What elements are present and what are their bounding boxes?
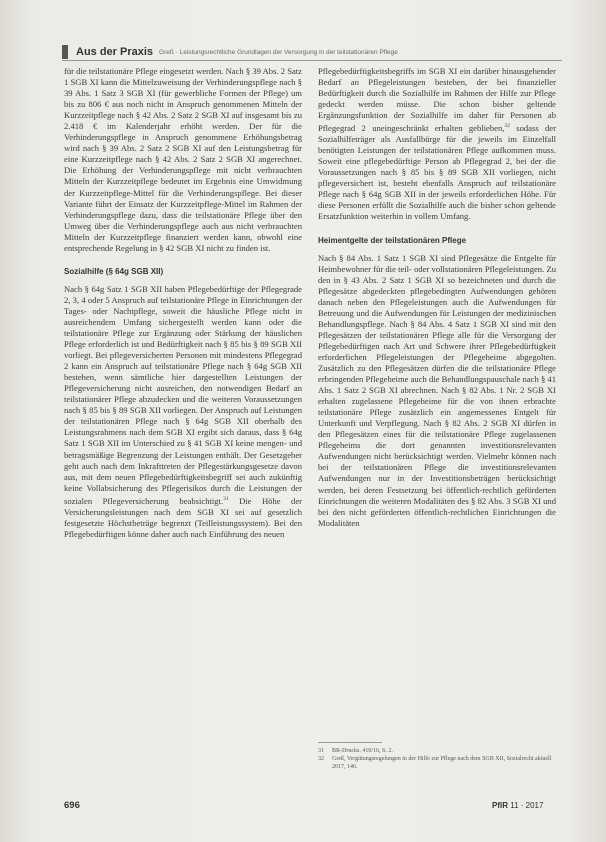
paragraph: Nach § 84 Abs. 1 Satz 1 SGB XI sind Pflegesätze die Entgelte für Heimbewohner für die teil- oder vollstationären Pflegeleistungen. Zu den in § 43 Abs. 2 Satz 1 SGB XI so bezeichneten und durch die Pflegesätze abgedeckten pflegebedingten Aufwendungen gehören danach neben den Pflegeleistungen auch die Aufwendungen für Betreuung und die Aufwendungen für Leistungen der medizinischen Behandlungspflege. Nach § 84 Abs. 4 Satz 1 SGB XI sind mit den Pflegesätzen der teilstationären Pflege alle für die Versorgung der Pflegebedürftigen nach Art und Schwere ihrer Pflegebedürftigkeit erforderlichen Pflegeleistungen der Pflegeheime abgegolten. Zusätzlich zu den Pflegesätzen dürfen die die teilstationäre Pflege erbringenden Pflegeheime auch die Behandlungspauschale nach § 41 Abs. 1 Satz 2 SGB XI abrechnen. Nach § 82 Abs. 1 Nr. 2 SGB XI erhalten zugelassene Pflegeheime für die von ihnen erbrachte teilstationäre Pflege zusätzlich ein angemessenes Entgelt für Unterkunft und Verpflegung. Nach § 82 Abs. 2 SGB XI dürfen in den Pflegesätzen eines für die teilstationäre Pflege zugelassenen Pflegeheims die dort genannten investitionsrelevanten Aufwendungen nicht berücksichtigt werden. Vielmehr können nach bei der teilstationären Pflege die investitionsrelevanten Aufwendungen nur in der Investitionsbeträgen berücksichtigt werden, bei deren Festsetzung bei öffentlich-rechtlich geförderten Einrichtungen die weiteren Modalitäten des § 82 Abs. 3 SGB XI und bei den nicht geförderten öffentlich-rechtlichen Einrichtungen die Modalitäten xyxy=(318,252,556,528)
header-subtitle: Greß · Leistungsrechtliche Grundlagen der Versorgung in der teilstationären Pflege xyxy=(159,48,398,56)
paragraph-text: Die Höhe der Versicherungsleistungen nach dem SGB XI sei auf gesetzlich festgesetzte Höchstbeträge begrenzt (Teilleistungssystem). Bei den Pflegebedürftigen könne daher auch nach Einführung des neuen xyxy=(64,495,303,539)
footnote-text: Greß, Vergütungsregelungen in der Hilfe zur Pflege nach dem SGB XII, Sozialrecht aktuell 2017, 146. xyxy=(332,756,552,770)
right-column xyxy=(318,66,556,529)
running-header xyxy=(62,44,562,60)
journal-name: PflR xyxy=(492,801,508,810)
paragraph-text: Nach § 64g Satz 1 SGB XII haben Pflegebedürftige der Pflegegrade 2, 3, 4 oder 5 Anspruch auf teilstationäre Pflege in Einrichtungen der Tages- oder Nachtpflege, soweit die häusliche Pflege nicht in ausreichendem Umfang sichergestellt werden kann oder die teilstationäre Pflege zur Ergänzung oder Stärkung der häuslichen Pflege erforderlich ist und Bedürftigkeit nach § 85 bis § 89 SGB XII vorliegt. Bei pflegeversicherten Personen mit mindestens Pflegegrad 2 kann ein Anspruch auf teilstationäre Pflege nach § 64g SGB XII bestehen, wenn sämtliche hier dargestellten Leistungen der Pflegeversicherung nicht ausreichen, den notwendigen Bedarf an teilstationärer Pflege abzudecken und die weiteren Voraussetzungen nach § 85 bis § 89 SGB XII vorliegen. Der Anspruch auf Leistungen der teilstationären Pflege nach § 64g SGB XII oberhalb des Leistungsrahmens nach dem SGB XI ergibt sich daraus, dass § 64g Satz 1 SGB XII im Unterschied zu § 41 SGB XI keine mengen- und betragsmäßige Begrenzung der Leistungen enthält. Der Gesetzgeber geht auch nach dem Inkrafttreten der Pflegestärkungsgesetze davon aus, mit dem neuen Pflegebedürftigkeitsbegriff sei auch zukünftig keine Vollabsicherung des Pflegerisikos durch die Leistungen der sozialen Pflegeversicherung beabsichtigt. xyxy=(64,283,302,506)
header-title: Aus der Praxis xyxy=(76,46,154,58)
left-column xyxy=(64,66,302,540)
paragraph xyxy=(318,66,556,223)
footnote-ref: 31 xyxy=(223,495,229,502)
header-rule xyxy=(62,60,562,61)
paragraph-text: sodass der Sozialhilfeträger als Ausfallbürge für die jeweils im Einzelfall benötigten Leistungen der teilstationären Pflege aufkommen muss. Soweit eine pflegebedürftige Person ab Pflegegrad 2, bei der die Voraussetzungen nach § 85 bis § 89 SGB XII vorliegen, nicht pflegeversichert ist, besteht ebenfalls Anspruch auf teilstationäre Pflege nach § 64g SGB XII in der jeweils erforderlichen Höhe. Für diese Personen erfüllt die Sozialhilfe auch die bisher schon geltende Ersatzfunktion weiterhin in vollem Umfang. xyxy=(318,123,556,222)
section-heading-heimentgelte: Heimentgelte der teilstationären Pflege xyxy=(318,235,467,245)
footnote-text: BR-Drucks. 410/16, S. 2. xyxy=(332,748,393,754)
paragraph xyxy=(64,284,302,540)
header-marker xyxy=(62,45,68,59)
section-heading-sozialhilfe: Sozialhilfe (§ 64g SGB XII) xyxy=(64,266,164,276)
footnote-number: 32 xyxy=(318,756,324,762)
footnotes xyxy=(318,747,556,771)
footnote xyxy=(318,755,556,771)
footnote-ref: 32 xyxy=(504,123,510,130)
paragraph: für die teilstationäre Pflege eingesetzt werden. Nach § 39 Abs. 2 Satz 1 SGB XI kann die Mittelzuweisung der Verhinderungspflege nach § 39 Abs. 1 Satz 3 SGB XI (für gewerbliche Formen der Pflege) um bis zu 806 € aus noch nicht in Anspruch genommenen Mitteln der Kurzzeitpflege nach § 42 Abs. 2 Satz 2 SGB XI auf insgesamt bis zu 2.418 € im Kalenderjahr erhöht werden. Der für die Verhinderungspflege in Anspruch genommene Erhöhungsbetrag wird nach § 39 Abs. 2 Satz 2 SGB XI auf den Leistungsbetrag für eine Kurzzeitpflege nach § 42 Abs. 2 Satz 2 SGB XI angerechnet. Die Erhöhung der Verhinderungspflege mit nicht verbrauchten Mitteln der Kurzzeitpflege bedeutet im Ergebnis eine Umwidmung der Kurzzeitpflege-Mittel für die Verhinderungspflege. Bei dieser Variante führt der Einsatz der Kurzzeitpflege-Mittel im Rahmen der Verhinderungspflege dazu, dass die teilstationäre Pflege über den Umweg über die Verhinderungspflege auch aus nicht verbrauchten Mitteln der Kurzzeitpflege finanziert werden kann, obwohl eine entsprechende Regelung in § 42 SGB XI nicht zu finden ist. xyxy=(64,66,302,253)
footnote xyxy=(318,747,556,755)
footnote-rule xyxy=(318,742,382,743)
footnote-number: 31 xyxy=(318,748,324,754)
journal-issue: 11 · 2017 xyxy=(510,801,544,810)
paragraph-text: Pflegebedürftigkeitsbegriffs im SGB XI ein darüber hinausgehender Bedarf an Pflegeleistungen bestehen, der bei finanzieller Bedürftigkeit durch die Sozialhilfe im Rahmen der Hilfe zur Pflege gedeckt werden müsse. Die schon bisher geltende Ergänzungsfunktion der Sozialhilfe im daher für Personen ab Pflegegrad 2 uneingeschränkt erhalten geblieben, xyxy=(318,66,556,134)
page-number: 696 xyxy=(64,800,80,811)
journal-footer xyxy=(492,801,543,810)
